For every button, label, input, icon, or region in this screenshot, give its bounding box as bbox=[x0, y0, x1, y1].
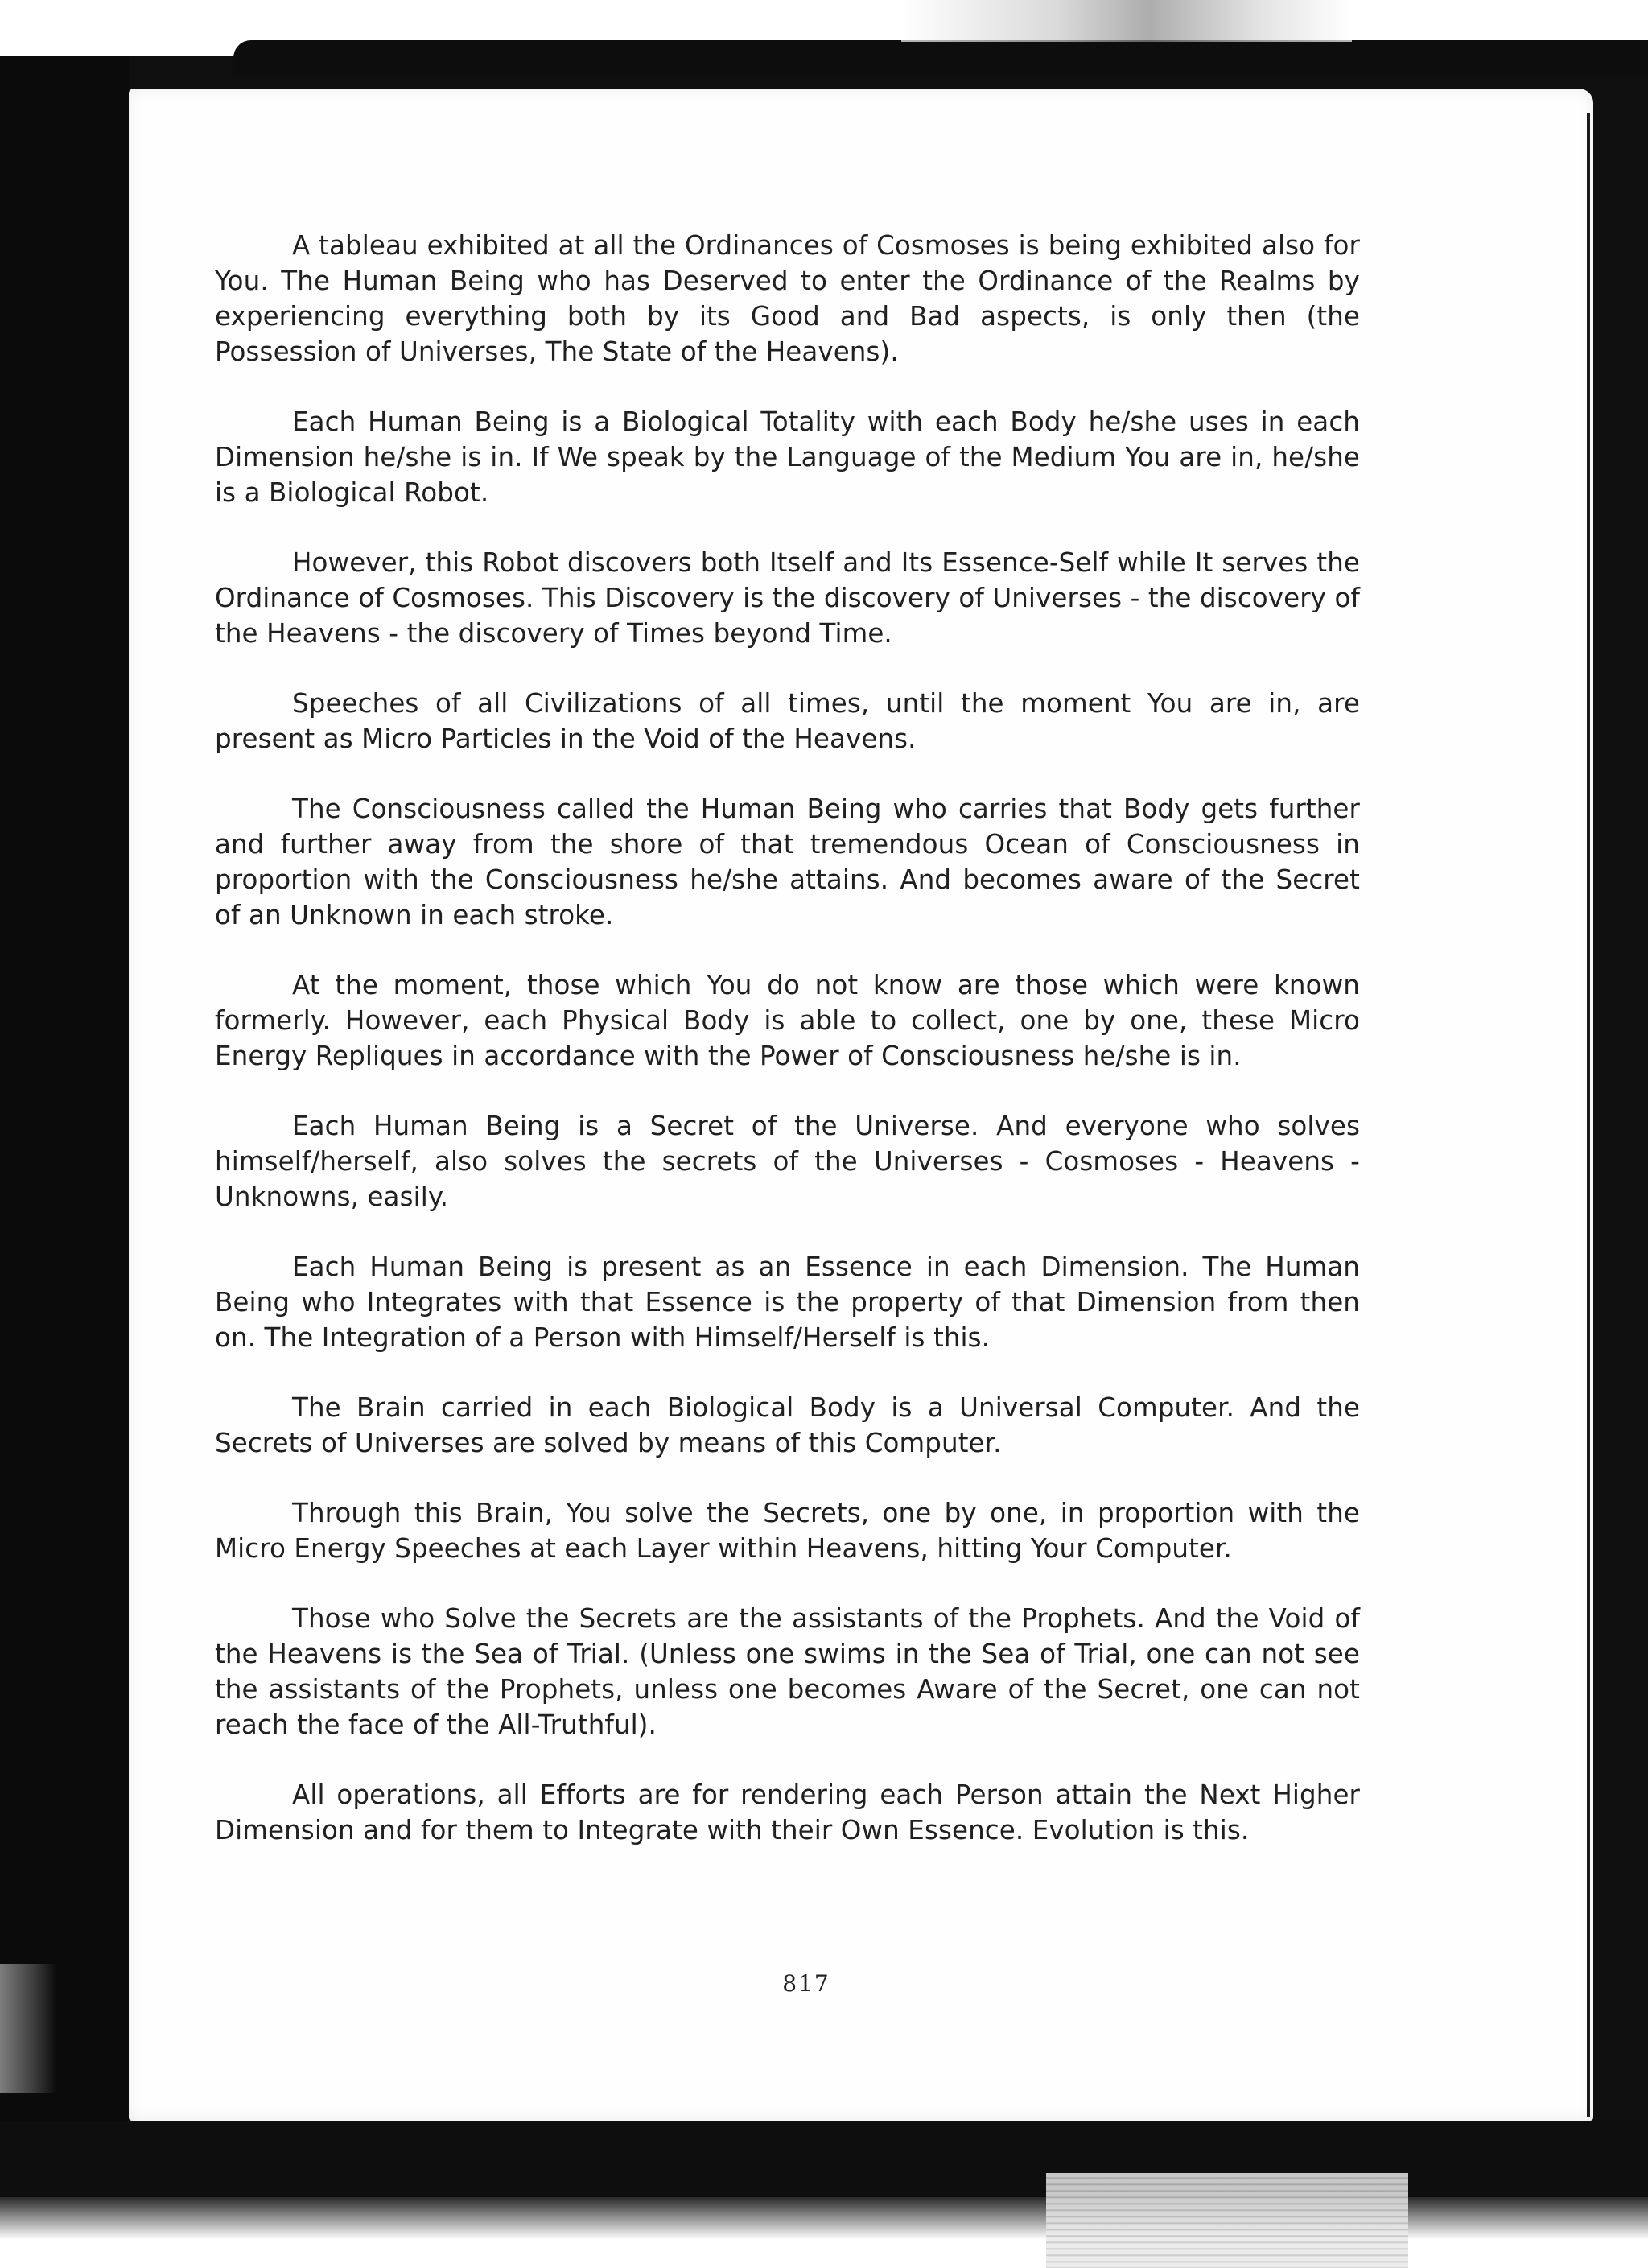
scan-top-shadow bbox=[233, 40, 1648, 76]
paragraph: A tableau exhibited at all the Ordinances of Cosmoses is being exhibited also for You. The Human Being who has Deserved to enter the Ordinance of the Realms by experiencing everything both by its Good and Bad aspects, is only then (the Possession of Universes, The State of the Heavens). bbox=[215, 230, 1360, 367]
scan-left-smudge bbox=[0, 1964, 56, 2093]
paragraph: At the moment, those which You do not know are those which were known formerly. However, each Physical Body is able to collect, one by one, these Micro Energy Repliques in accordance with the Power of Consciousness he/she is in. bbox=[215, 970, 1360, 1071]
page-right-edge bbox=[1587, 113, 1590, 2117]
paragraph: Speeches of all Civilizations of all times, until the moment You are in, are present as Micro Particles in the Void of the Heavens. bbox=[215, 688, 1360, 754]
paragraph: Those who Solve the Secrets are the assistants of the Prophets. And the Void of the Heavens is the Sea of Trial. (Unless one swims in the Sea of Trial, one can not see the assistants of the Prophets, unless one becomes Aware of the Secret, one can not reach the face of the All-Truthful). bbox=[215, 1603, 1360, 1740]
paragraph: The Brain carried in each Biological Body is a Universal Computer. And the Secrets of Universes are solved by means of this Computer. bbox=[215, 1392, 1360, 1458]
paragraph: Each Human Being is present as an Essence in each Dimension. The Human Being who Integrates with that Essence is the property of that Dimension from then on. The Integration of a Person with Himself/Herself is this. bbox=[215, 1252, 1360, 1353]
page-number: 817 bbox=[782, 1970, 830, 1997]
scan-left-shadow bbox=[0, 56, 129, 2133]
page-body bbox=[215, 228, 1360, 1882]
paragraph: All operations, all Efforts are for rendering each Person attain the Next Higher Dimension and for them to Integrate with their Own Essence. Evolution is this. bbox=[215, 1779, 1360, 1845]
paragraph: However, this Robot discovers both Itself and Its Essence-Self while It serves the Ordinance of Cosmoses. This Discovery is the discovery of Universes - the discovery of the Heavens - the discovery of Times beyond Time. bbox=[215, 547, 1360, 649]
paragraph: Each Human Being is a Biological Totality with each Body he/she uses in each Dimension he/she is in. If We speak by the Language of the Medium You are in, he/she is a Biological Robot. bbox=[215, 406, 1360, 508]
scan-bottom-streak bbox=[1046, 2173, 1408, 2268]
paragraph: The Consciousness called the Human Being who carries that Body gets further and further away from the shore of that tremendous Ocean of Consciousness in proportion with the Consciousness he/she attains. And becomes aware of the Secret of an Unknown in each stroke. bbox=[215, 794, 1360, 930]
scan-top-blur bbox=[901, 0, 1352, 42]
paragraph: Through this Brain, You solve the Secrets, one by one, in proportion with the Micro Energy Speeches at each Layer within Heavens, hitting Your Computer. bbox=[215, 1498, 1360, 1564]
paragraph: Each Human Being is a Secret of the Universe. And everyone who solves himself/herself, also solves the secrets of the Universes - Cosmoses - Heavens - Unknowns, easily. bbox=[215, 1111, 1360, 1212]
